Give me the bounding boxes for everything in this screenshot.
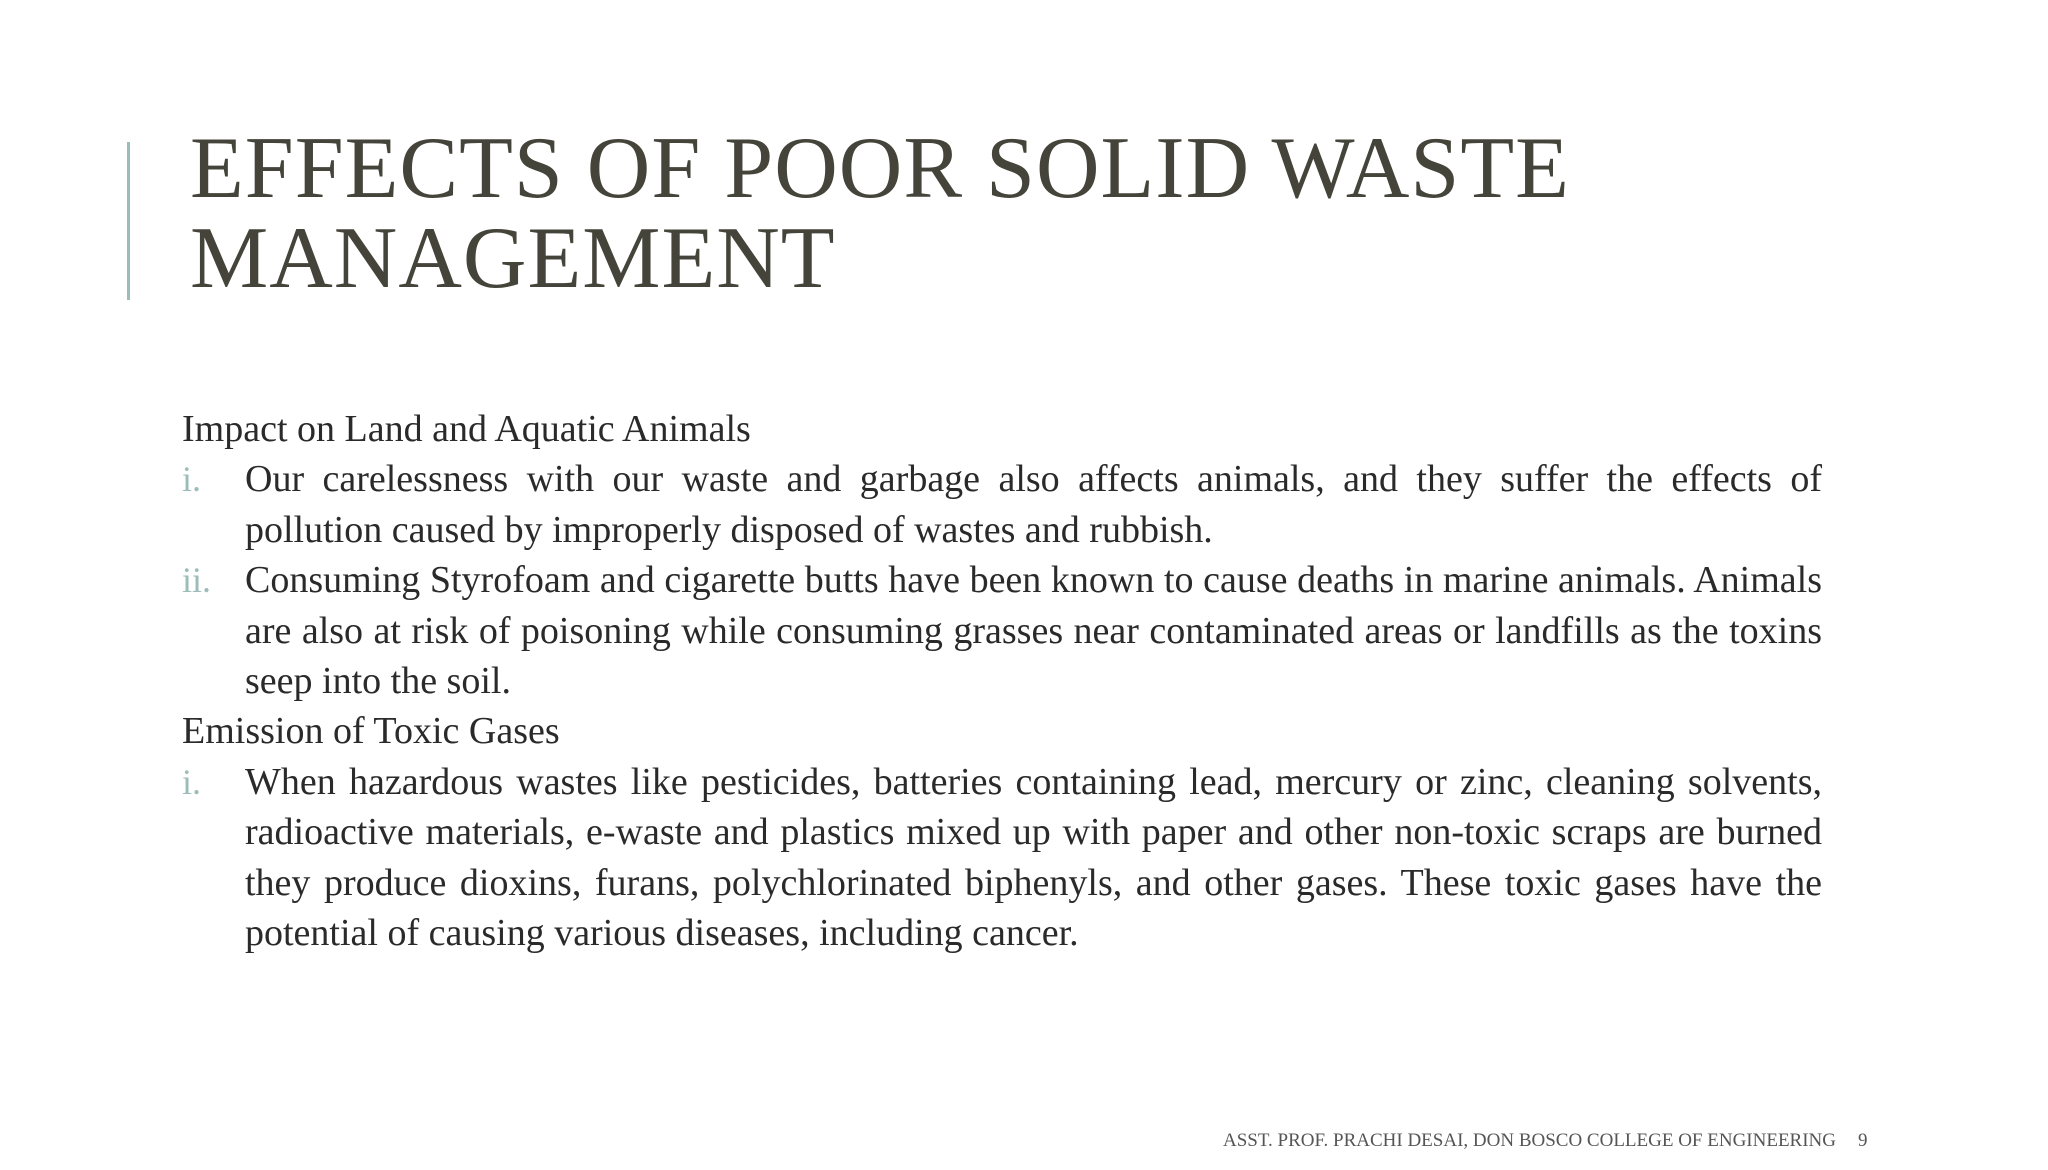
section-heading-land-aquatic: Impact on Land and Aquatic Animals: [182, 408, 751, 450]
list-item-text: Consuming Styrofoam and cigarette butts have been known to cause deaths in marine animals. Animals are also at risk of poisoning while consuming grasses near contaminated areas or landfills as the toxins seep into the soil.: [245, 559, 1822, 703]
section-heading-toxic-gases: Emission of Toxic Gases: [182, 710, 560, 753]
list-item: [182, 757, 1822, 959]
slide-footer: ASST. PROF. PRACHI DESAI, DON BOSCO COLLEGE OF ENGINEERING: [1222, 1130, 1836, 1151]
list-item: [182, 555, 1822, 706]
list-item: [182, 454, 1822, 555]
list-marker: i.: [182, 761, 202, 802]
title-accent-bar: [127, 142, 130, 300]
title-line-1: EFFECTS OF POOR SOLID WASTE: [190, 120, 1570, 217]
title-line-2: MANAGEMENT: [190, 210, 836, 307]
list-marker: i.: [182, 459, 202, 500]
list-item-text: When hazardous wastes like pesticides, batteries containing lead, mercury or zinc, cleaning solvents, radioactive materials, e-waste and plastics mixed up with paper and other non-toxic scraps are burned they produce dioxins, furans, polychlorinated biphenyls, and other gases. These toxic gases have the potential of causing various diseases, including cancer.: [245, 760, 1822, 955]
list-marker: ii.: [182, 560, 212, 601]
page-number: 9: [1858, 1130, 1868, 1151]
slide-content: [182, 404, 1822, 958]
slide-title: [190, 120, 1910, 307]
list-item-text: Our carelessness with our waste and garbage also affects animals, and they suffer the effects of pollution caused by improperly disposed of wastes and rubbish.: [245, 458, 1822, 551]
